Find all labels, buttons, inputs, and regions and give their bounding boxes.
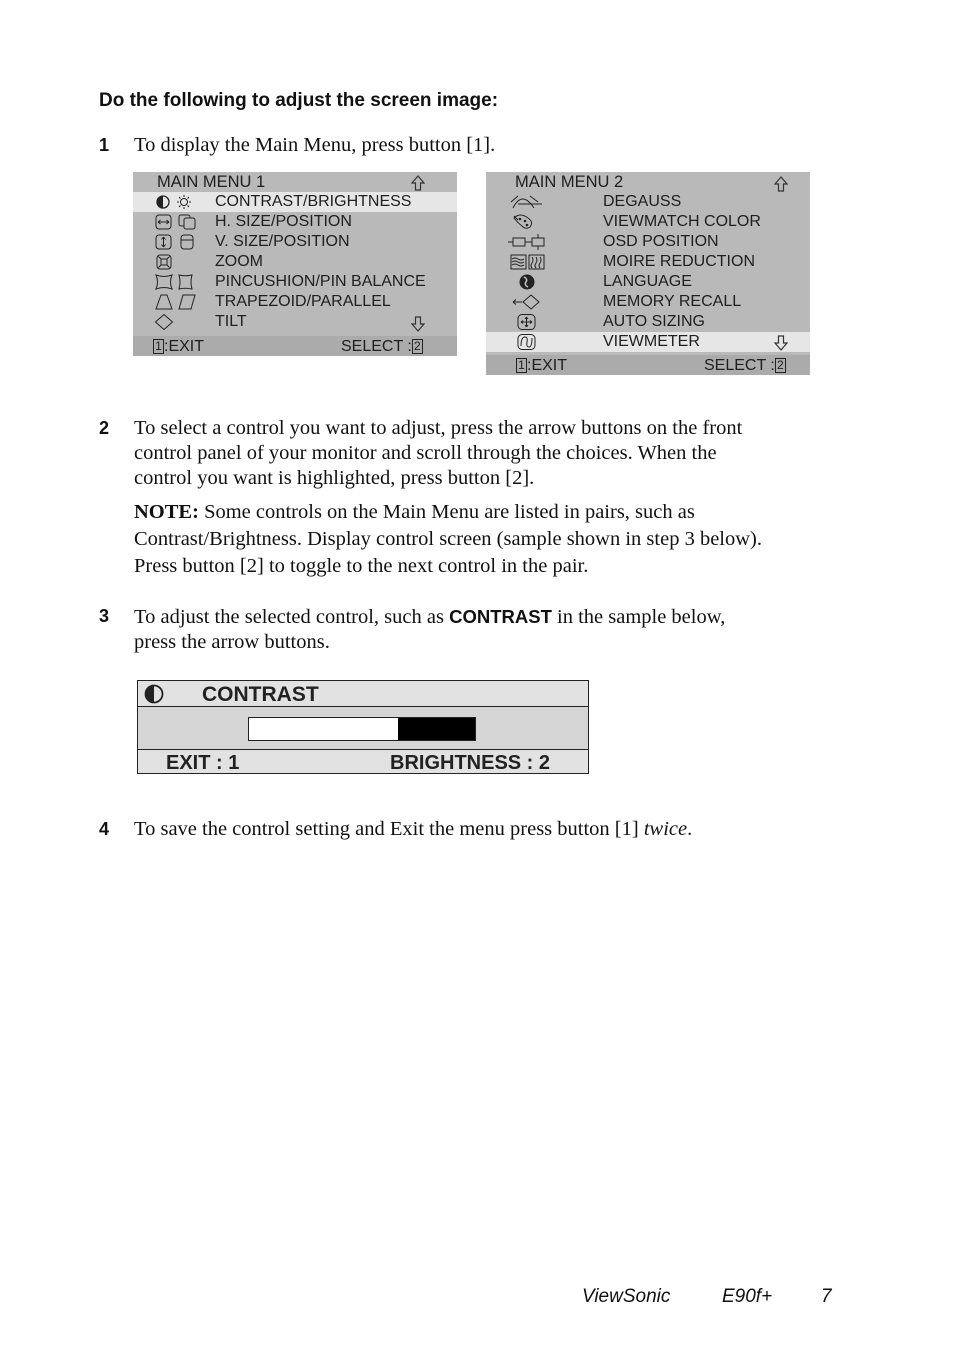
menu-title: MAIN MENU 2 <box>515 173 624 191</box>
step-number: 1 <box>99 135 110 155</box>
menu-row-trapezoid[interactable] <box>133 292 457 312</box>
contrast-title-bar <box>138 681 588 707</box>
menu-row-auto-sizing[interactable] <box>486 312 810 332</box>
h-size-position-icon <box>155 214 199 230</box>
menu-item-label: TILT <box>215 313 247 330</box>
contrast-level-fill <box>398 718 475 740</box>
button-1-key: 1 <box>153 339 164 354</box>
step-number: 3 <box>99 606 110 626</box>
pincushion-icon <box>155 274 199 290</box>
step-number: 4 <box>99 819 110 839</box>
step-text <box>134 817 834 842</box>
step-text <box>134 416 834 580</box>
menu-row-viewmatch-color[interactable] <box>486 212 810 232</box>
menu-title: MAIN MENU 1 <box>157 173 266 191</box>
menu-item-label: V. SIZE/POSITION <box>215 233 350 250</box>
menu-item-label: LANGUAGE <box>603 273 692 290</box>
menu-footer <box>486 355 810 375</box>
menu-row-zoom[interactable] <box>133 252 457 272</box>
menu-row-memory-recall[interactable] <box>486 292 810 312</box>
menu-item-label: MEMORY RECALL <box>603 293 742 310</box>
menu-row-v-size-position[interactable] <box>133 232 457 252</box>
exit-hint: EXIT : 1 <box>166 752 240 774</box>
step-line: To select a control you want to adjust, press the arrow buttons on the front <box>134 417 743 439</box>
step-text-part: To adjust the selected control, such as <box>134 606 450 628</box>
select-label: SELECT : <box>341 338 412 355</box>
degauss-icon <box>510 194 550 210</box>
contrast-footer-bar <box>138 749 588 773</box>
menu-row-contrast-brightness[interactable] <box>133 192 457 212</box>
footer-model: E90f+ <box>722 1286 773 1307</box>
trapezoid-icon <box>155 294 199 310</box>
step-text: To display the Main Menu, press button [1]. <box>134 134 496 156</box>
viewmeter-icon <box>517 334 539 350</box>
exit-label: :EXIT <box>527 357 568 374</box>
osd-position-icon <box>508 234 548 250</box>
brightness-hint: BRIGHTNESS : 2 <box>390 752 551 774</box>
zoom-icon <box>155 254 199 270</box>
menu-footer <box>133 336 457 356</box>
button-2-key: 2 <box>412 339 423 354</box>
scroll-down-arrow-icon <box>774 335 788 351</box>
main-menu-1 <box>133 172 457 356</box>
menu-item-label: VIEWMETER <box>603 333 700 350</box>
menu-row-pincushion[interactable] <box>133 272 457 292</box>
menu-item-label: MOIRE REDUCTION <box>603 253 755 270</box>
exit-label: :EXIT <box>164 338 205 355</box>
scroll-up-arrow-icon <box>411 175 425 191</box>
step-text-part: . <box>687 818 693 840</box>
section-heading: Do the following to adjust the screen image: <box>99 90 499 111</box>
note-line: Press button [2] to toggle to the next control in the pair. <box>134 555 589 577</box>
note-line: Some controls on the Main Menu are listed in pairs, such as <box>198 501 695 523</box>
moire-reduction-icon <box>510 254 550 270</box>
exit-hint <box>153 338 204 356</box>
menu-item-label: CONTRAST/BRIGHTNESS <box>215 193 412 210</box>
menu-item-label: AUTO SIZING <box>603 313 705 330</box>
step-text <box>134 604 834 655</box>
language-icon <box>518 274 538 290</box>
step-text-part: in the sample below, <box>551 606 726 628</box>
contrast-level-bar[interactable] <box>248 717 476 741</box>
step-line: press the arrow buttons. <box>134 631 330 653</box>
step-line: control panel of your monitor and scroll through the choices. When the <box>134 442 717 464</box>
contrast-keyword: CONTRAST <box>449 606 552 627</box>
footer-brand: ViewSonic <box>582 1286 671 1307</box>
note <box>134 499 834 580</box>
menu-row-language[interactable] <box>486 272 810 292</box>
scroll-up-arrow-icon <box>774 176 788 192</box>
menu-row-moire-reduction[interactable] <box>486 252 810 272</box>
menu-item-label: OSD POSITION <box>603 233 719 250</box>
menu-item-label: DEGAUSS <box>603 193 682 210</box>
main-menu-2 <box>486 172 810 375</box>
step-text-part: To save the control setting and Exit the menu press button [1] <box>134 818 644 840</box>
menu-row-osd-position[interactable] <box>486 232 810 252</box>
emphasis-twice: twice <box>643 818 688 840</box>
note-label: NOTE: <box>134 501 199 523</box>
menu-row-degauss[interactable] <box>486 192 810 212</box>
menu-row-viewmeter[interactable] <box>486 332 810 352</box>
footer-page-number: 7 <box>821 1286 832 1307</box>
contrast-title: CONTRAST <box>202 683 319 706</box>
note-line: Contrast/Brightness. Display control screen (sample shown in step 3 below). <box>134 528 762 550</box>
select-hint <box>341 338 423 356</box>
auto-sizing-icon <box>517 314 539 330</box>
tilt-icon <box>155 314 199 330</box>
exit-hint <box>516 357 567 375</box>
v-size-position-icon <box>155 234 199 250</box>
step-number: 2 <box>99 418 110 438</box>
button-1-key: 1 <box>516 358 527 373</box>
menu-item-label: H. SIZE/POSITION <box>215 213 352 230</box>
menu-item-label: ZOOM <box>215 253 263 270</box>
memory-recall-icon <box>512 294 552 310</box>
menu-row-h-size-position[interactable] <box>133 212 457 232</box>
menu-item-label: PINCUSHION/PIN BALANCE <box>215 273 426 290</box>
step-line: control you want is highlighted, press button [2]. <box>134 467 535 489</box>
menu-row-tilt[interactable] <box>133 312 457 332</box>
menu-item-label: TRAPEZOID/PARALLEL <box>215 293 391 310</box>
scroll-down-arrow-icon <box>411 316 425 332</box>
select-label: SELECT : <box>704 357 775 374</box>
viewmatch-color-icon <box>512 214 552 230</box>
button-2-key: 2 <box>775 358 786 373</box>
contrast-icon <box>144 684 164 704</box>
contrast-control-screen <box>137 680 589 774</box>
menu-item-label: VIEWMATCH COLOR <box>603 213 761 230</box>
contrast-brightness-icon <box>155 194 199 210</box>
select-hint <box>704 357 786 375</box>
